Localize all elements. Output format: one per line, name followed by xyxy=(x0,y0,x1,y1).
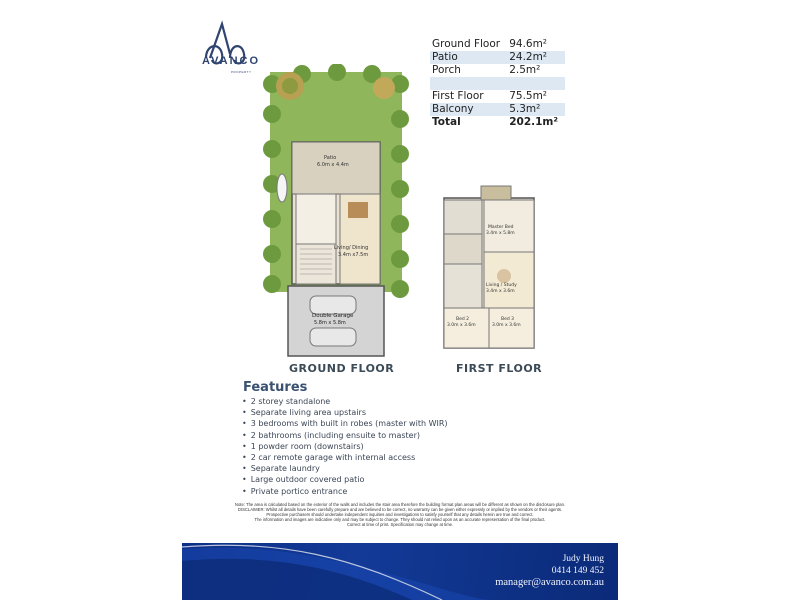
dining-table xyxy=(348,202,368,218)
patio xyxy=(292,142,380,194)
area-value: 94.6m² xyxy=(509,38,565,51)
brand-name: AVANCO xyxy=(202,55,261,67)
area-total-row xyxy=(430,116,565,129)
feature-item: • Separate living area upstairs xyxy=(242,407,448,418)
room-size: 3.4m x 5.8m xyxy=(486,231,515,236)
room-label: Living / Study xyxy=(486,283,517,288)
room-size: 3.4m x 3.6m xyxy=(486,289,515,294)
area-value: 24.2m² xyxy=(509,51,565,64)
area-value: 75.5m² xyxy=(509,90,565,103)
ground-floor-plan xyxy=(262,64,412,359)
ground-floor-caption: GROUND FLOOR xyxy=(289,362,395,375)
bed-2 xyxy=(444,308,489,348)
brand-sub: PROPERTY xyxy=(231,70,252,74)
area-label: Porch xyxy=(430,64,509,77)
room-size: 3.0m x 3.6m xyxy=(447,323,476,328)
disclaimer xyxy=(190,502,610,527)
area-row xyxy=(430,38,565,51)
area-label: Balcony xyxy=(430,103,509,116)
room-label: Bed 2 xyxy=(456,317,470,322)
area-label: Ground Floor xyxy=(430,38,509,51)
area-row xyxy=(430,77,565,90)
room-label: Master Bed xyxy=(488,225,514,230)
spa xyxy=(277,174,287,202)
ensuite xyxy=(444,200,482,234)
study-table xyxy=(497,269,511,283)
feature-item: • 2 car remote garage with internal access xyxy=(242,452,448,463)
contact-phone[interactable]: 0414 149 452 xyxy=(551,566,604,576)
contact-footer xyxy=(182,543,618,600)
feature-item: • 2 bathrooms (including ensuite to master) xyxy=(242,430,448,441)
area-label: Patio xyxy=(430,51,509,64)
room-size: 6.0m x 4.4m xyxy=(317,162,349,168)
balcony xyxy=(481,186,511,200)
area-value: 202.1m² xyxy=(509,116,565,129)
contact-name: Judy Hung xyxy=(562,554,604,564)
room-label: Bed 3 xyxy=(501,317,515,322)
room-label: Living/ Dining xyxy=(334,245,369,251)
feature-item: • 2 storey standalone xyxy=(242,396,448,407)
room-size: 3.0m x 3.6m xyxy=(492,323,521,328)
bathroom xyxy=(444,234,482,264)
area-label xyxy=(430,77,509,90)
area-row xyxy=(430,51,565,64)
area-table xyxy=(430,38,565,129)
area-row xyxy=(430,64,565,77)
disclaimer-line: The information and images are indicative only and may be subject to change. They should not relied upon as an accurate representation of the final product. xyxy=(254,517,546,522)
room-size: 5.8m x 5.8m xyxy=(314,320,346,326)
area-row xyxy=(430,103,565,116)
room-label: Double Garage xyxy=(312,313,354,319)
contact-details xyxy=(495,553,604,589)
bed-3 xyxy=(489,308,534,348)
feature-item: • 3 bedrooms with built in robes (master with WIR) xyxy=(242,418,448,429)
area-value: 2.5m² xyxy=(509,64,565,77)
car xyxy=(310,296,356,314)
room-label: Patio xyxy=(324,155,337,161)
feature-item: • 1 powder room (downstairs) xyxy=(242,441,448,452)
area-label: Total xyxy=(430,116,509,129)
disclaimer-line: DISCLAIMER: Whilst all details have been carefully prepare and are believed to be correct, no warranty can be given either expressly or implied by the vendors or their agents. xyxy=(237,507,563,512)
area-value xyxy=(509,77,565,90)
area-label: First Floor xyxy=(430,90,509,103)
room-size: 3.4m x7.5m xyxy=(338,252,369,258)
disclaimer-line: Correct at time of print. Specification may change at time. xyxy=(346,522,454,527)
stairs xyxy=(444,264,482,308)
disclaimer-line: Prospective purchasers should undertake independent inquiries and investigations to satisfy yourself that any details herein are true and correct. xyxy=(266,512,534,517)
first-floor-caption: FIRST FLOOR xyxy=(456,362,543,375)
features-title: Features xyxy=(243,380,308,395)
feature-item: • Large outdoor covered patio xyxy=(242,474,448,485)
car xyxy=(310,328,356,346)
contact-email[interactable]: manager@avanco.com.au xyxy=(495,577,604,588)
area-row xyxy=(430,90,565,103)
tree xyxy=(373,77,395,99)
feature-item: • Separate laundry xyxy=(242,463,448,474)
disclaimer-line: Note: The area is calculated based on the exterior of the walls and includes the stair area therefore the building format plan areas will be different as shown on the disclosure plan. xyxy=(234,502,566,507)
features-list xyxy=(242,396,448,497)
first-floor-plan xyxy=(436,184,546,356)
kitchen xyxy=(296,194,336,244)
feature-item: • Private portico entrance xyxy=(242,486,448,497)
area-value: 5.3m² xyxy=(509,103,565,116)
